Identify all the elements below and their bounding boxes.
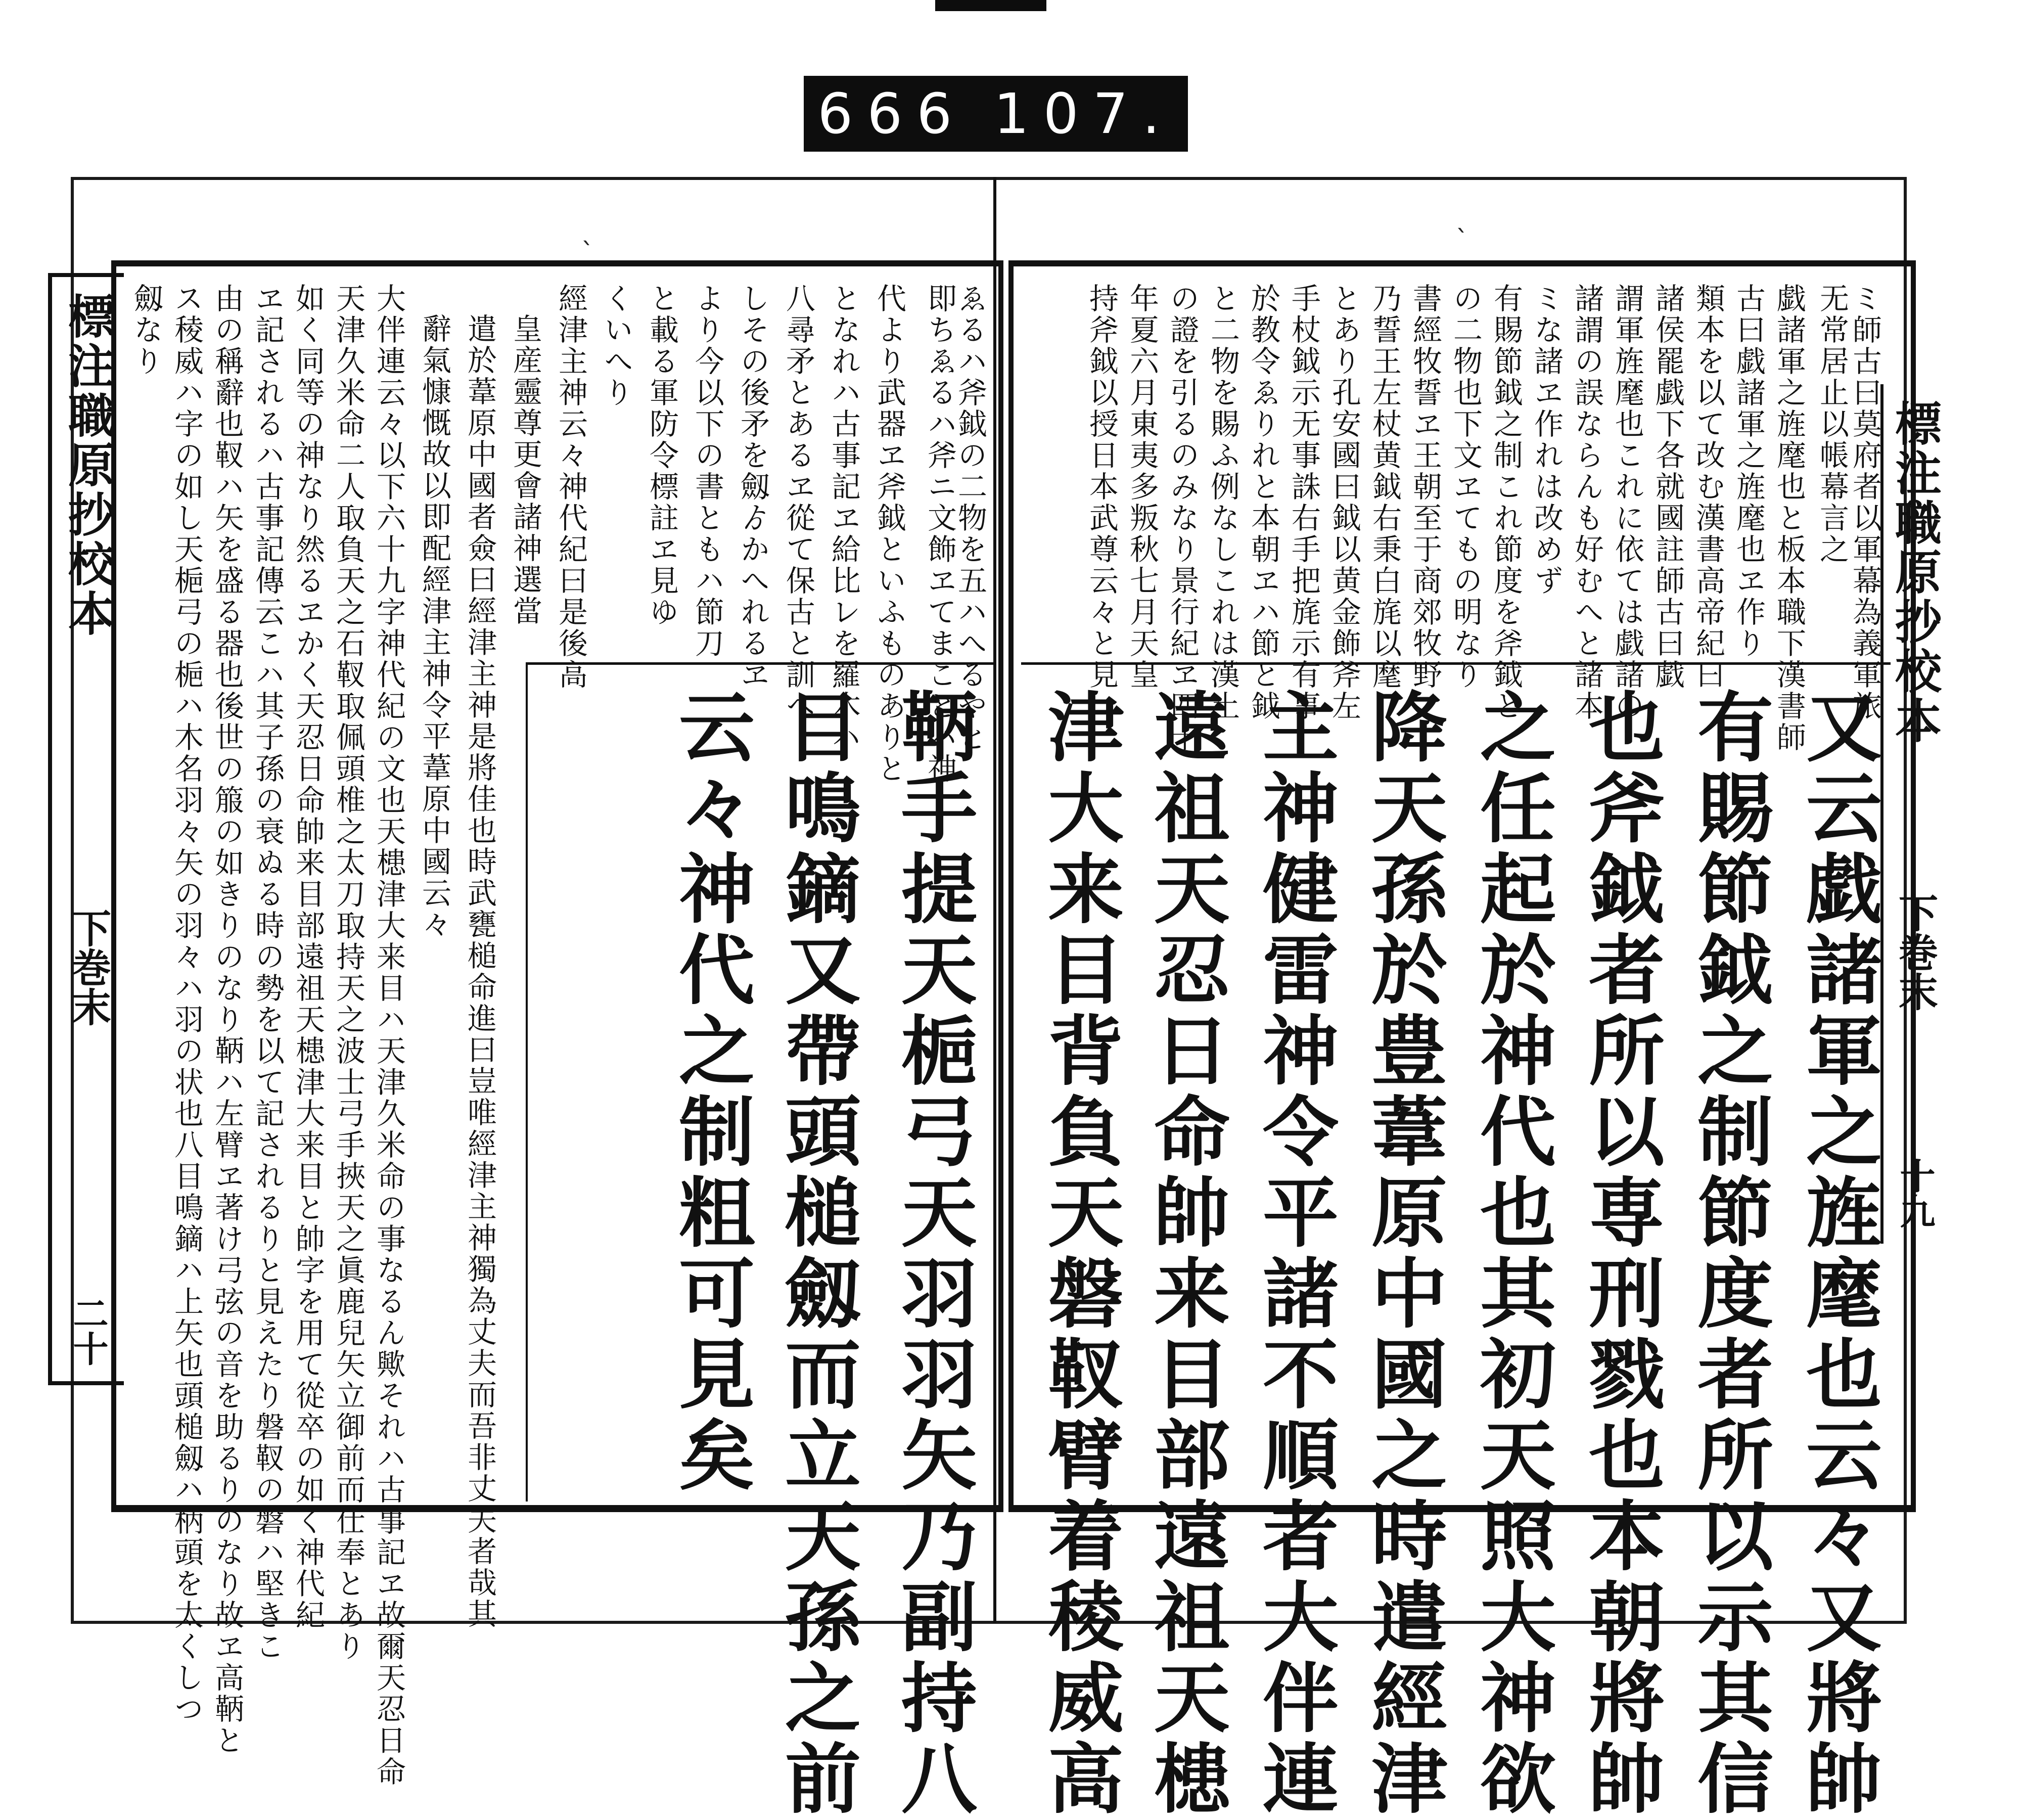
- right-note-col-10: 有賜節鉞之制これ節度を斧鉞と: [1489, 283, 1523, 722]
- left-note-col-2: 皇産靈尊更會諸神選當: [508, 313, 542, 627]
- left-note-col-10: ス稜威ハ字の如し天梔弓の梔ハ木名羽々矢の羽々ハ羽の状也八目鳴鏑ハ上矢也頭槌劔ハ柄頭を太くしつ: [169, 283, 204, 1725]
- right-note-col-4: 古曰戯諸軍之旌麾也ヱ作り: [1731, 283, 1766, 659]
- left-volume-label: 下巻末: [65, 908, 111, 1026]
- left-note-col-6: 天津久米命二人取負天之石靫取佩頭椎之太刀取持天之波士弓手挾天之眞鹿兒矢立御前而仕奉とあり: [331, 283, 365, 1662]
- right-main-col-4: 之任起於神代也其初天照大神欲: [1467, 688, 1556, 1820]
- left-page-number: 二十: [67, 1295, 109, 1366]
- right-main-col-5: 降天孫於豊葦原中國之時遣經津: [1358, 688, 1447, 1820]
- right-book-title: 標注職原抄校本: [1888, 399, 1942, 746]
- left-upper-col-8: と載る軍防令標註ヱ見ゆ: [645, 283, 679, 628]
- left-note-col-4: 辭氣慷慨故以即配經津主神令平葦原中國云々: [417, 313, 451, 940]
- right-note-col-19: 年夏六月東夷多叛秋七月天皇: [1125, 283, 1159, 691]
- left-note-col-5: 大伴連云々以下六十九字神代紀の文也天槵津大来目ハ天津久米命の事なるん歟それハ古事記ヱ故爾天忍日命: [372, 283, 406, 1788]
- left-note-col-3: 遣於葦原中國者僉曰經津主神是將佳也時武甕槌命進曰豈唯經津主神獨為丈夫而吾非丈夫者哉其: [463, 313, 497, 1630]
- right-note-col-11: の二物也下文ヱてもの明なり: [1448, 283, 1483, 691]
- right-main-col-8: 津大来目背負天磐靫臂着稜威高: [1035, 688, 1124, 1820]
- right-note-col-15: 手杖鉞示无事誅右手把旄示有事: [1286, 283, 1321, 722]
- right-note-col-17: と二物を賜ふ例なしこれは漢土: [1206, 283, 1240, 722]
- left-top-tick: ˋ: [581, 238, 594, 267]
- right-note-col-14: とあり孔安國曰鉞以黄金飾斧左: [1327, 283, 1361, 722]
- right-main-col-3: 也斧鉞者所以専刑戮也本朝將帥: [1576, 688, 1665, 1820]
- right-top-tick: ˋ: [1456, 225, 1468, 254]
- right-page-number: 十九: [1894, 1158, 1936, 1228]
- left-upper-col-3: 代より武器ヱ斧鉞といふものありと: [872, 283, 906, 785]
- right-note-col-12: 書經牧誓ヱ王朝至于商郊牧野: [1408, 283, 1442, 691]
- left-note-col-11: 劔なり: [129, 283, 163, 377]
- left-upper-col-5: 八尋矛とあるヱ從て保古と訓へ: [781, 283, 815, 722]
- left-upper-col-2: 即ちゑるハ斧ニ文飾ヱてまことハ神: [923, 283, 957, 785]
- right-note-col-2: 无常居止以帳幕言之: [1815, 283, 1849, 565]
- left-upper-col-7: より今以下の書ともハ節刀: [690, 283, 724, 659]
- right-main-col-2: 有賜節鉞之制節度者所以示其信: [1684, 688, 1773, 1820]
- right-main-col-6: 主神健雷神令平諸不順者大伴連: [1250, 688, 1339, 1820]
- call-number-left: 666: [817, 81, 967, 146]
- right-note-col-9: ミな諸ヱ作れは改めず: [1529, 283, 1564, 597]
- right-note-col-16: 於教令ゑりれと本朝ヱハ節と鉞: [1246, 283, 1280, 722]
- right-main-col-1: 又云戯諸軍之旌麾也云々又將帥: [1793, 688, 1882, 1820]
- left-main-col-1: 鞆手提天梔弓天羽羽矢乃副持八: [888, 688, 977, 1820]
- left-main-col-2: 目鳴鏑又帶頭槌劔而立天孫之前: [772, 688, 861, 1820]
- left-note-col-8: ヱ記されるハ古事記傳云こハ其子孫の衰ぬる時の勢を以て記されるりと見えたり磐靫の磐ハ堅きこ: [250, 283, 285, 1662]
- left-upper-col-1: ゑるハ斧鉞の二物を五ハへるやと: [953, 283, 987, 753]
- right-volume-label: 下巻末: [1892, 893, 1938, 1011]
- right-side-title: [1880, 384, 1946, 1244]
- right-note-col-6: 諸侯罷戯下各就國註師古曰戯: [1650, 283, 1685, 691]
- call-number-label: [804, 76, 1188, 152]
- right-note-col-13: 乃誓王左杖黄鉞右秉白旄以麾: [1367, 283, 1402, 691]
- call-number-right: 107.: [993, 81, 1174, 146]
- left-book-title: 標注職原抄校本: [61, 292, 115, 639]
- right-note-col-18: の證を引るのみなり景行紀ヱ四十: [1165, 283, 1200, 753]
- right-note-col-3: 戯諸軍之旌麾也と板本職下漢書師: [1772, 283, 1806, 753]
- left-note-col-7: 如く同等の神なり然るヱかく天忍日命帥来目部遠祖天槵津大来目と帥字を用て從卒の如く神代紀: [291, 283, 325, 1631]
- label-tab: [935, 0, 1046, 11]
- left-main-col-3: 云々神代之制粗可見矣: [666, 688, 755, 1496]
- right-note-col-1: ミ師古曰莫府者以軍幕為義軍旅: [1848, 283, 1882, 722]
- right-note-col-20: 持斧鉞以授日本武尊云々と見: [1084, 283, 1119, 691]
- right-note-col-5: 類本を以て改む漢書高帝紀曰: [1691, 283, 1725, 691]
- right-note-col-8: 諸謂の誤ならんも好むへと諸本: [1570, 283, 1604, 722]
- left-upper-col-9: くいへり: [599, 283, 633, 408]
- left-note-col-9: 由の稱辭也靫ハ矢を盛る器也後世の箙の如きりのなり鞆ハ左臂ヱ著け弓弦の音を助るりのなり故ヱ高鞆と: [210, 283, 244, 1756]
- right-note-col-7: 謂軍旌麾也これに依ては戯諸の: [1610, 283, 1644, 722]
- right-main-col-7: 遠祖天忍日命帥来目部遠祖天槵: [1141, 688, 1230, 1820]
- left-note-col-1: 經津主神云々神代紀曰是後高: [554, 283, 588, 691]
- left-upper-col-4: となれハ古事記ヱ給比レを羅木ハ: [826, 283, 861, 753]
- left-side-title: [48, 273, 124, 1385]
- left-upper-col-6: しその後矛を劔ゟかへれるヱ: [736, 283, 770, 691]
